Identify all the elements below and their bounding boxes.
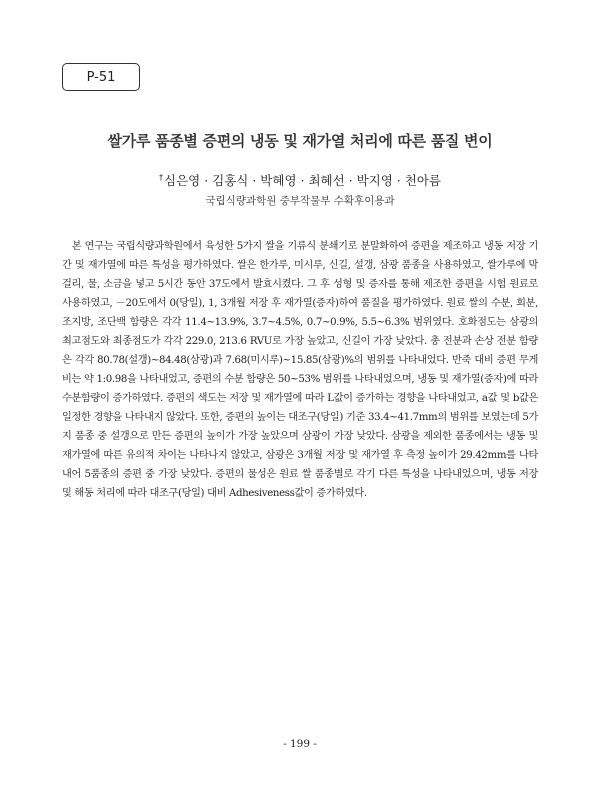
corresponding-author-mark: † xyxy=(159,173,164,182)
author-list xyxy=(0,171,600,189)
poster-number-badge: P-51 xyxy=(62,63,140,91)
affiliation: 국립식량과학원 중부작물부 수확후이용과 xyxy=(205,195,395,207)
paper-title: 쌀가루 품종별 증편의 냉동 및 재가열 처리에 따른 품질 변이 xyxy=(107,132,493,150)
abstract-text xyxy=(62,237,538,503)
abstract-body: 본 연구는 국립식량과학원에서 육성한 5가지 쌀을 기류식 분쇄기로 분말화하여 증편을 제조하고 냉동 저장 기간 및 재가열에 따른 특성을 평가하였다. 쌀은 한가루, 미시루, 신길, 설갱, 삼광 품종을 사용하였고, 쌀가루에 막걸리, 물, 소금을 넣고 5시간 동안 37도에서 발효시켰다. 그 후 성형 및 증자를 통해 제조한 증편을 시험 원료로 사용하였고, －20도에서 0(당일), 1, 3개월 저장 후 재가열(증자)하여 품질을 평가하였다. 원료 쌀의 수분, 회분, 조지방, 조단백 함량은 각각 11.4~13.9%, 3.7~4.5%, 0.7~0.9%, 5.5~6.3% 범위였다. 호화점도는 삼광의 최고점도와 최종점도가 각각 229.0, 213.6 RVU로 가장 높았고, 신길이 가장 낮았다. 총 전분과 손상 전분 함량은 각각 80.78(설갱)~84.48(삼광)과 7.68(미시루)~15.85(삼광)%의 범위를 나타내었다. 반죽 대비 증편 무게비는 약 1:0.98을 나타내었고, 증편의 수분 함량은 50~53% 범위를 나타내었으며, 냉동 및 재가열(증자)에 따라 수분함량이 증가하였다. 증편의 색도는 저장 및 재가열에 따라 L값이 증가하는 경향을 나타내었고, a값 및 b값은 일정한 경향을 나타내지 않았다. 또한, 증편의 높이는 대조구(당일) 기준 33.4~41.7mm의 범위를 보였는데 5가지 품종 중 설갱으로 만든 증편의 높이가 가장 높았으며 삼광이 가장 낮았다. 삼광을 제외한 품종에서는 냉동 및 재가열에 따른 유의적 차이는 나타나지 않았고, 삼광은 3개월 저장 및 재가열 후 측정 높이가 29.42mm를 나타내어 5품종의 증편 중 가장 낮았다. 증편의 물성은 원료 쌀 품종별로 각기 다른 특성을 나타내었으며, 냉동 저장 및 해동 처리에 따라 대조구(당일) 대비 Adhesiveness값이 증가하였다. xyxy=(62,241,538,499)
page-number: - 199 - xyxy=(283,738,317,750)
author-names: 심은영 · 김홍식 · 박혜영 · 최혜선 · 박지영 · 천아름 xyxy=(164,173,441,188)
